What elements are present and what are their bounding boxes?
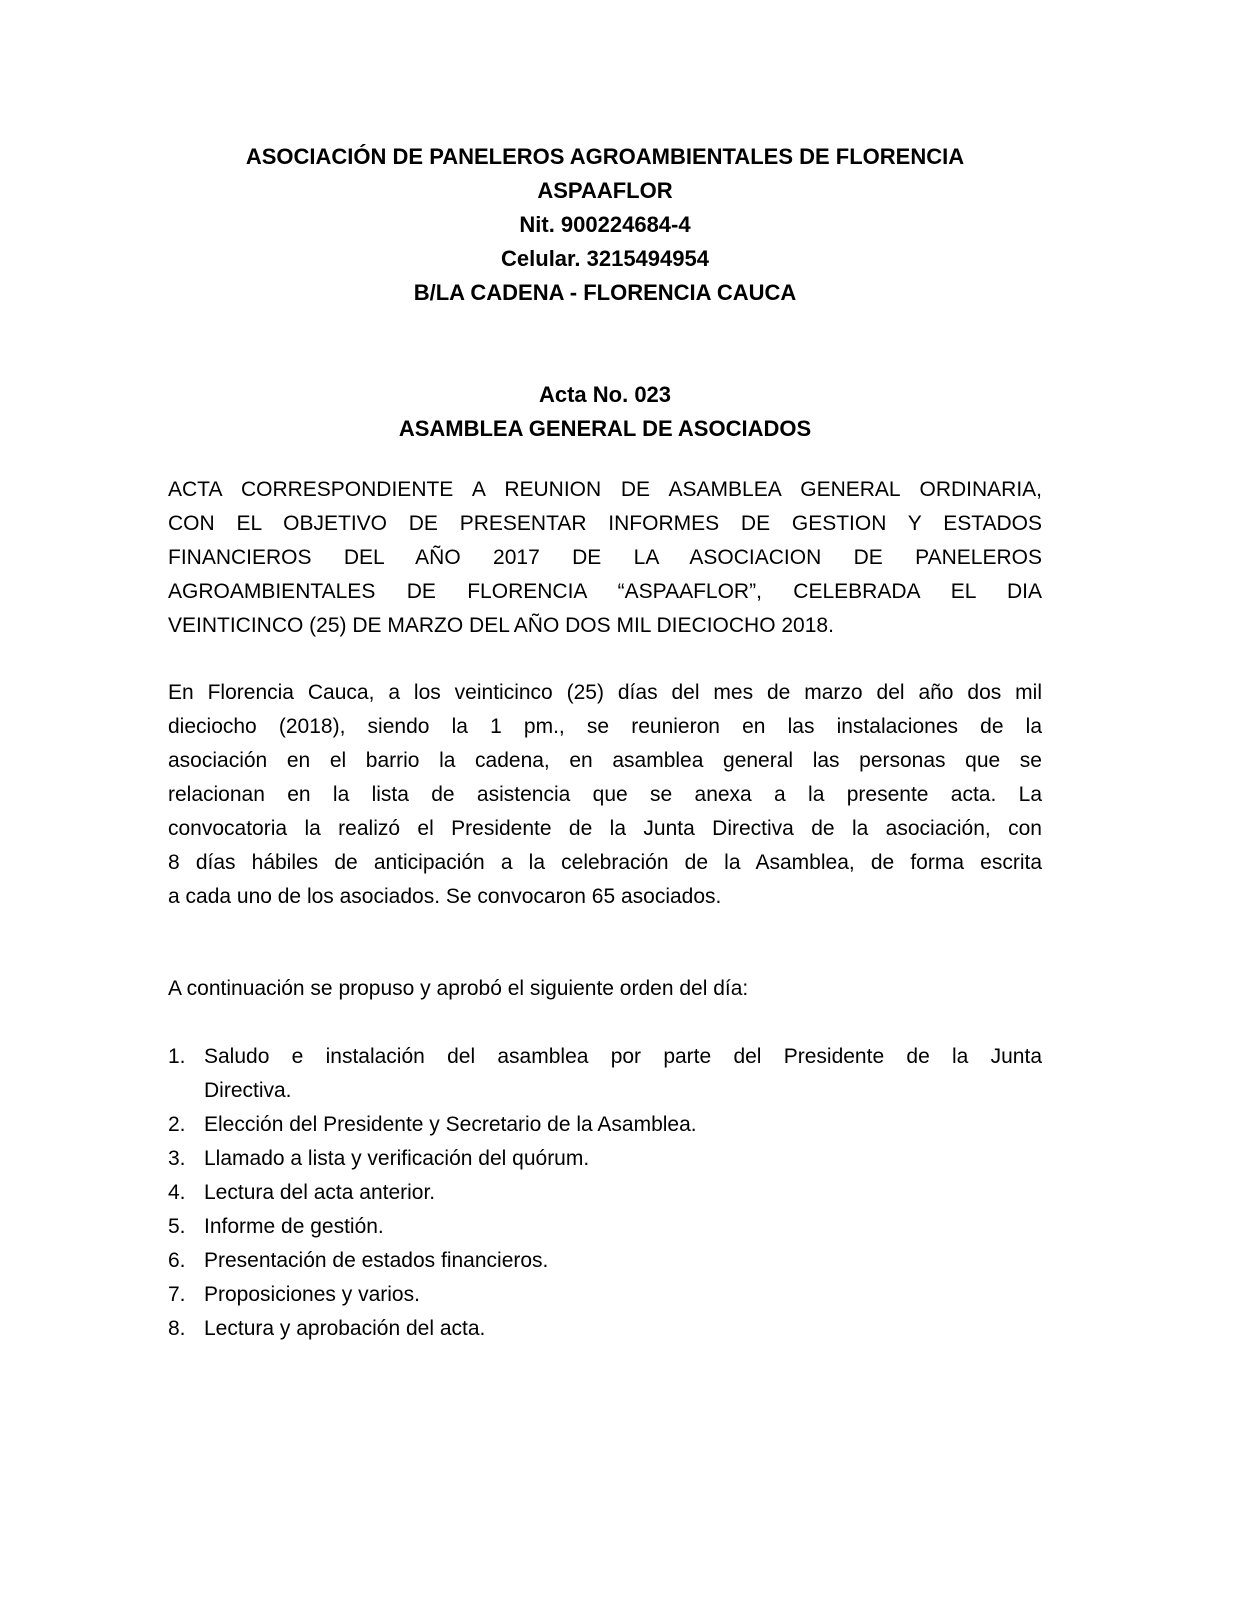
agenda-intro: [168, 972, 1042, 1006]
agenda-item: [168, 1040, 1042, 1108]
paragraph-line: Elección del Presidente y Secretario de la Asamblea.: [204, 1113, 697, 1136]
agenda-item: [168, 1142, 1042, 1176]
agenda-item-number: 1.: [168, 1045, 186, 1068]
document-title: [0, 378, 1210, 446]
paragraph-line: En Florencia Cauca, a los veinticinco (25) días del mes de marzo del año dos mil: [168, 681, 1042, 704]
paragraph-line: asociación en el barrio la cadena, en asamblea general las personas que se: [168, 749, 1042, 772]
paragraph-line: 8 días hábiles de anticipación a la celebración de la Asamblea, de forma escrita: [168, 851, 1042, 874]
paragraph-line: Directiva.: [204, 1079, 292, 1102]
agenda-item-text: [204, 1108, 1042, 1142]
agenda-item-text: [204, 1210, 1042, 1244]
paragraph-line: FINANCIEROS DEL AÑO 2017 DE LA ASOCIACION DE PANELEROS: [168, 546, 1042, 569]
agenda-item-text: [204, 1176, 1042, 1210]
agenda-item: [168, 1108, 1042, 1142]
organization-name: ASOCIACIÓN DE PANELEROS AGROAMBIENTALES DE FLORENCIA: [245, 144, 965, 169]
agenda-list: [168, 1040, 1042, 1346]
paragraph-line: dieciocho (2018), siendo la 1 pm., se reunieron en las instalaciones de la: [168, 715, 1042, 738]
organization-phone: Celular. 3215494954: [501, 246, 709, 271]
agenda-item-text: [204, 1278, 1042, 1312]
paragraph-line: Presentación de estados financieros.: [204, 1249, 549, 1272]
paragraph-line: Saludo e instalación del asamblea por parte del Presidente de la Junta: [204, 1045, 1042, 1068]
agenda-item-number: 2.: [168, 1113, 186, 1136]
paragraph-line: Llamado a lista y verificación del quórum.: [204, 1147, 590, 1170]
agenda-intro-text: A continuación se propuso y aprobó el siguiente orden del día:: [168, 977, 749, 1000]
paragraph-line: VEINTICINCO (25) DE MARZO DEL AÑO DOS MIL DIECIOCHO 2018.: [168, 614, 834, 637]
agenda-item-text: [204, 1312, 1042, 1346]
body-paragraph: [168, 676, 1042, 914]
agenda-item: [168, 1210, 1042, 1244]
intro-paragraph: [168, 473, 1042, 643]
agenda-item: [168, 1176, 1042, 1210]
paragraph-line: AGROAMBIENTALES DE FLORENCIA “ASPAAFLOR”, CELEBRADA EL DIA: [168, 580, 1042, 603]
paragraph-line: convocatoria la realizó el Presidente de la Junta Directiva de la asociación, con: [168, 817, 1042, 840]
organization-address: B/LA CADENA - FLORENCIA CAUCA: [413, 280, 797, 305]
agenda-item: [168, 1244, 1042, 1278]
agenda-item-number: 5.: [168, 1215, 186, 1238]
acta-subtitle: ASAMBLEA GENERAL DE ASOCIADOS: [398, 416, 812, 441]
organization-acronym: ASPAAFLOR: [537, 178, 673, 203]
paragraph-line: a cada uno de los asociados. Se convocaron 65 asociados.: [168, 885, 722, 908]
paragraph-line: relacionan en la lista de asistencia que se anexa a la presente acta. La: [168, 783, 1042, 806]
agenda-item-number: 4.: [168, 1181, 186, 1204]
paragraph-line: Lectura y aprobación del acta.: [204, 1317, 486, 1340]
paragraph-line: CON EL OBJETIVO DE PRESENTAR INFORMES DE GESTION Y ESTADOS: [168, 512, 1042, 535]
acta-number: Acta No. 023: [538, 382, 672, 407]
agenda-item-number: 8.: [168, 1317, 186, 1340]
agenda-item-number: 7.: [168, 1283, 186, 1306]
paragraph-line: ACTA CORRESPONDIENTE A REUNION DE ASAMBLEA GENERAL ORDINARIA,: [168, 478, 1042, 501]
agenda-item: [168, 1312, 1042, 1346]
agenda-item-text: [204, 1040, 1042, 1108]
paragraph-line: Informe de gestión.: [204, 1215, 384, 1238]
agenda-item: [168, 1278, 1042, 1312]
agenda-item-text: [204, 1244, 1042, 1278]
agenda-item-number: 6.: [168, 1249, 186, 1272]
paragraph-line: Lectura del acta anterior.: [204, 1181, 436, 1204]
agenda-item-text: [204, 1142, 1042, 1176]
paragraph-line: Proposiciones y varios.: [204, 1283, 420, 1306]
organization-nit: Nit. 900224684-4: [519, 212, 691, 237]
agenda-item-number: 3.: [168, 1147, 186, 1170]
organization-header: [0, 140, 1210, 310]
